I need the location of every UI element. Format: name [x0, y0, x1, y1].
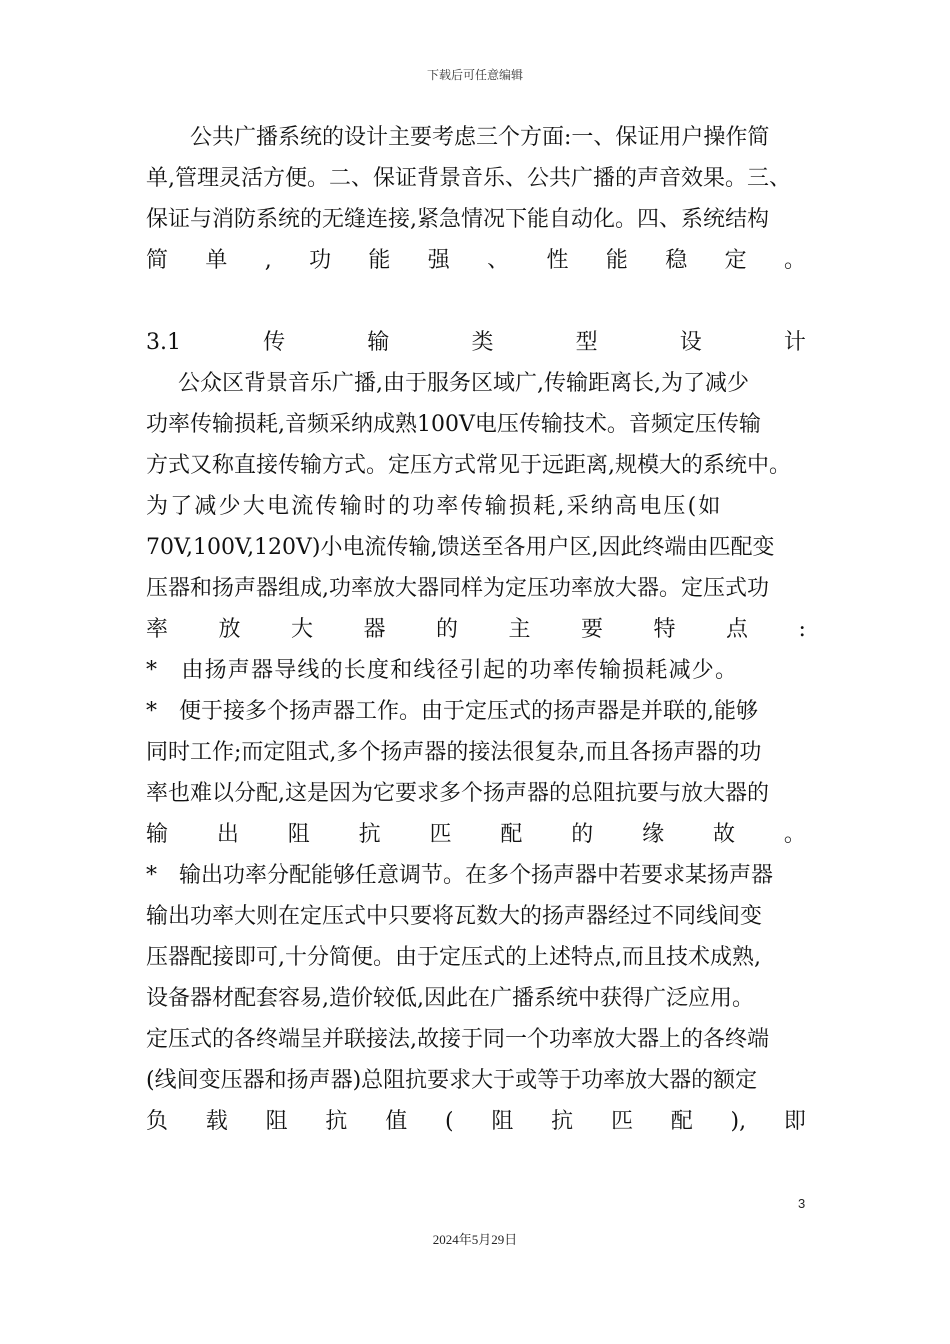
- para1-line3: 保证与消防系统的无缝连接,紧急情况下能自动化。四、系统结构: [146, 207, 769, 232]
- spread-char: 抗: [551, 1109, 574, 1134]
- spread-char: 性: [546, 248, 569, 273]
- page-number: 3: [798, 1196, 806, 1211]
- spread-char: 主: [508, 617, 531, 642]
- spread-char: 负: [146, 1109, 169, 1134]
- spread-char: 故: [713, 822, 736, 847]
- spread-char: 、: [487, 248, 510, 273]
- spread-char: 稳: [665, 248, 688, 273]
- section-number: 3.1: [146, 330, 181, 355]
- spread-char: 阻: [265, 1109, 288, 1134]
- spread-char: 出: [216, 822, 239, 847]
- spread-char: (: [444, 1109, 454, 1134]
- spread-char: 率: [146, 617, 169, 642]
- para3-line3: [146, 1101, 806, 1142]
- spread-char: 输: [146, 822, 169, 847]
- para1-line2: 单,管理灵活方便。二、保证背景音乐、公共广播的声音效果。三、: [146, 166, 791, 191]
- para2-line5: 70V,100V,120V)小电流传输,馈送至各用户区,因此终端由匹配变: [146, 535, 775, 560]
- spread-char: 抗: [358, 822, 381, 847]
- spread-char: 值: [385, 1109, 408, 1134]
- spread-char: 能: [605, 248, 628, 273]
- spread-char: 匹: [429, 822, 452, 847]
- spread-char: 缘: [642, 822, 665, 847]
- bullet2-line1: * 便于接多个扬声器工作。由于定压式的扬声器是并联的,能够: [146, 699, 758, 724]
- document-body: [146, 117, 806, 1142]
- spread-char: 阻: [491, 1109, 514, 1134]
- bullet3-line4: 设备器材配套容易,造价较低,因此在广播系统中获得广泛应用。: [146, 986, 754, 1011]
- para2-line3: 方式又称直接传输方式。定压方式常见于远距离,规模大的系统中。: [146, 453, 791, 478]
- bullet3-line1: * 输出功率分配能够任意调节。在多个扬声器中若要求某扬声器: [146, 863, 774, 888]
- para3-line2: (线间变压器和扬声器)总阻抗要求大于或等于功率放大器的额定: [146, 1068, 758, 1093]
- bullet2-line2: 同时工作;而定阻式,多个扬声器的接法很复杂,而且各扬声器的功: [146, 740, 762, 765]
- page-header: 下载后可任意编辑: [426, 68, 523, 82]
- bullet2-line4: [146, 814, 806, 855]
- spread-char: :: [798, 617, 806, 642]
- para2-line6: 压器和扬声器组成,功率放大器同样为定压功率放大器。定压式功: [146, 576, 769, 601]
- para2-line2: 功率传输损耗,音频采纳成熟100V电压传输技术。音频定压传输: [146, 412, 761, 437]
- bullet2-line3: 率也难以分配,这是因为它要求多个扬声器的总阻抗要与放大器的: [146, 781, 769, 806]
- bullet1: * 由扬声器导线的长度和线径引起的功率传输损耗减少。: [146, 658, 739, 683]
- spread-char: 的: [436, 617, 459, 642]
- spread-char: 配: [500, 822, 523, 847]
- spread-char: 型: [575, 330, 598, 355]
- spread-char: 特: [653, 617, 676, 642]
- spread-char: 要: [581, 617, 604, 642]
- bullet3-line2: 输出功率大则在定压式中只要将瓦数大的扬声器经过不同线间变: [146, 904, 763, 929]
- spread-char: ),: [730, 1109, 747, 1134]
- spread-char: 器: [363, 617, 386, 642]
- para1-line1: 公共广播系统的设计主要考虑三个方面:一、保证用户操作简: [190, 125, 770, 150]
- spread-char: ,: [264, 248, 272, 273]
- spread-char: 简: [146, 248, 169, 273]
- bullet3-line3: 压器配接即可,十分简便。由于定压式的上述特点,而且技术成熟,: [146, 945, 761, 970]
- para3-line1: 定压式的各终端呈并联接法,故接于同一个功率放大器上的各终端: [146, 1027, 769, 1052]
- spread-char: 强: [427, 248, 450, 273]
- spread-char: 抗: [325, 1109, 348, 1134]
- spread-char: 载: [205, 1109, 228, 1134]
- spread-char: 配: [670, 1109, 693, 1134]
- spread-char: 传: [263, 330, 286, 355]
- spread-char: 即: [783, 1109, 806, 1134]
- spread-char: 匹: [610, 1109, 633, 1134]
- spread-char: 阻: [287, 822, 310, 847]
- spread-char: 的: [571, 822, 594, 847]
- spread-char: 能: [368, 248, 391, 273]
- spread-char: 输: [367, 330, 390, 355]
- spread-char: 定: [724, 248, 747, 273]
- spread-char: 计: [783, 330, 806, 355]
- page-footer-date: 2024年5月29日: [432, 1232, 518, 1247]
- spread-char: 大: [291, 617, 314, 642]
- spread-char: 。: [783, 248, 806, 273]
- spread-char: 。: [783, 822, 806, 847]
- para1-line4: [146, 240, 806, 281]
- spacer: [146, 281, 806, 322]
- spread-char: 放: [218, 617, 241, 642]
- spread-char: 设: [679, 330, 702, 355]
- spread-char: 点: [726, 617, 749, 642]
- para2-line4: 为了减少大电流传输时的功率传输损耗,采纳高电压(如: [146, 494, 723, 519]
- para2-line1: 公众区背景音乐广播,由于服务区域广,传输距离长,为了减少: [178, 371, 749, 396]
- spread-char: 功: [309, 248, 332, 273]
- para2-line7: [146, 609, 806, 650]
- spread-char: 类: [471, 330, 494, 355]
- section-heading: [146, 322, 806, 363]
- spread-char: 单: [205, 248, 228, 273]
